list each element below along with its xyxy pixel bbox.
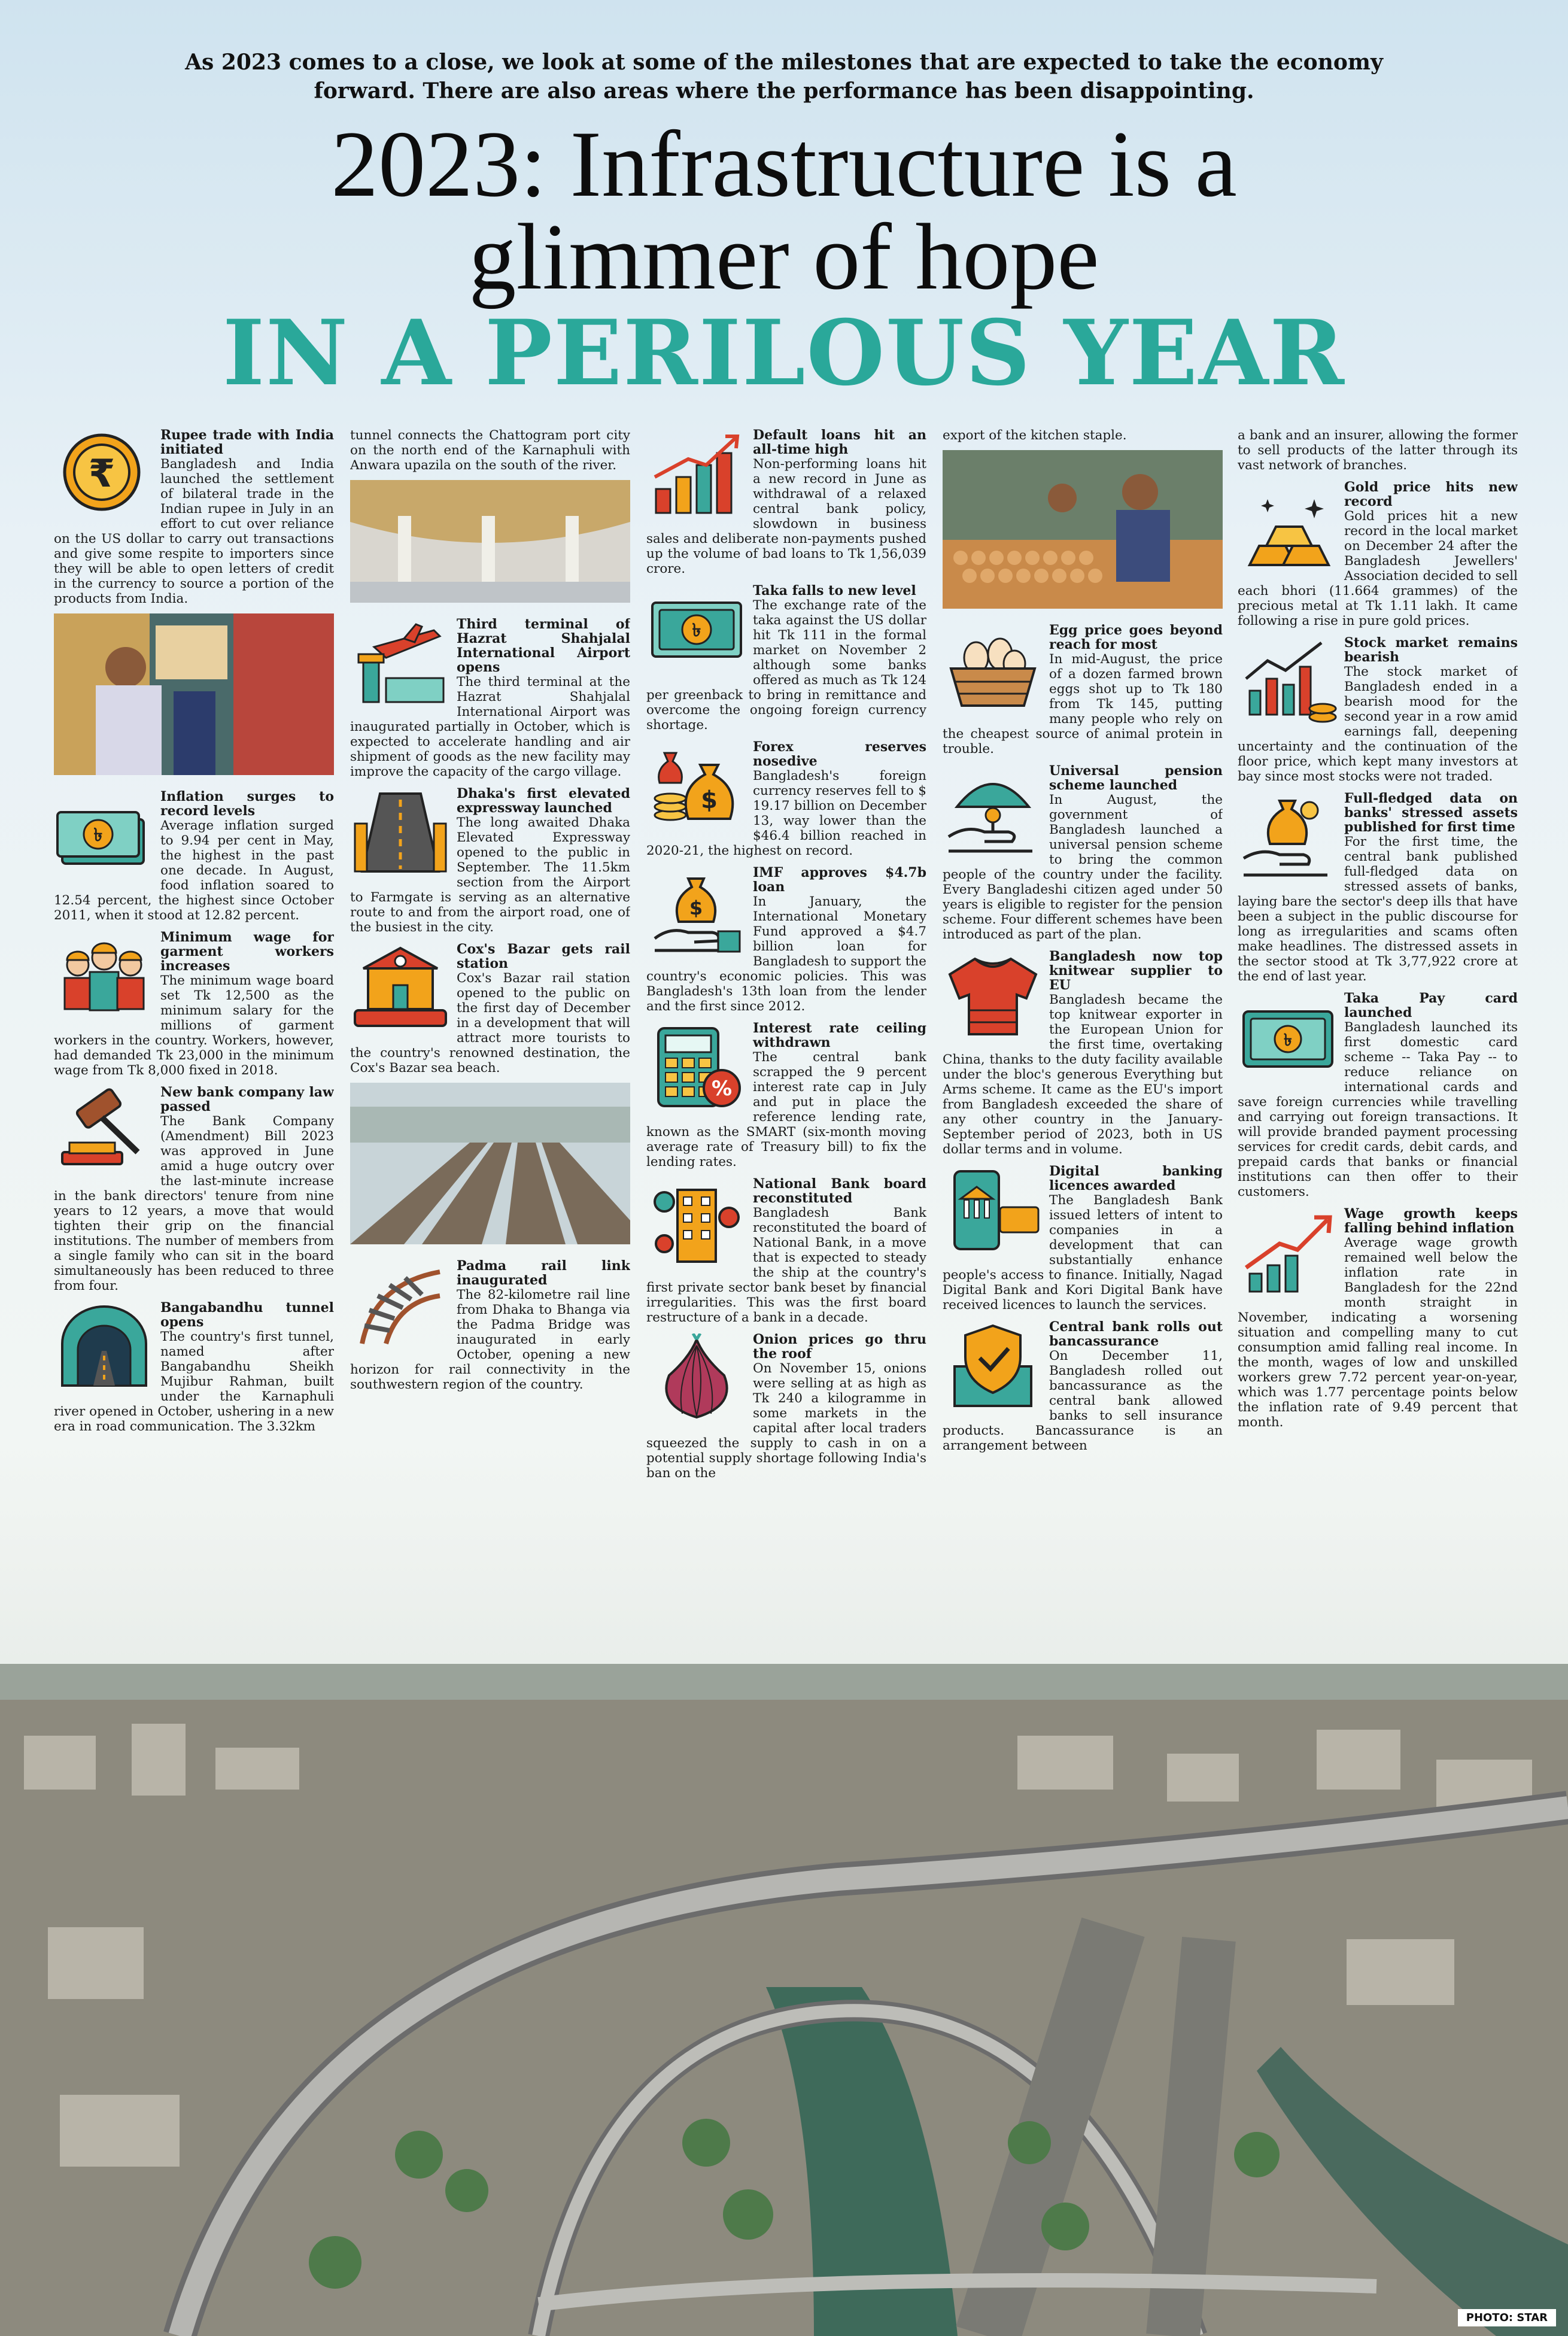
headline-accent: IN A PERILOUS YEAR	[223, 300, 1345, 406]
article-knitwear	[943, 949, 1223, 1157]
mobile-bank-icon	[943, 1165, 1043, 1255]
airport-terminal-photo	[350, 480, 630, 603]
article-bank-company-law	[54, 1085, 334, 1293]
money-bags-icon	[646, 741, 747, 831]
article-headline: New bank company law passed	[160, 1085, 334, 1114]
gold-bars-icon	[1238, 481, 1338, 571]
svg-text:$: $	[701, 786, 718, 814]
article-body: Bangladesh became the top knitwear exporter in the European Union for the first time, overtaking China, thanks to the duty facility available under the bloc's generous Everything but Arms scheme. It came as the EU's import from Bangladesh exceeded the share of any other country in the January-September period of 2023, both in US dollar terms and in volume.	[943, 992, 1223, 1157]
article-body: Average wage growth remained well below the inflation rate in Bangladesh for the 22nd month straight in November, indicating a worsening situation and compelling many to cut consumption amid falling real income. In the month, wages of low and unskilled workers grew 7.72 percent year-on-year, which was 1.77 percentage points below the inflation rate of 9.49 percent that month.	[1238, 1235, 1518, 1430]
article-body: Cox's Bazar rail station opened to the public on the first day of December in a development that will attract more tourists to the country's renowned destination, the Cox's Bazar sea beach.	[350, 971, 630, 1076]
article-body: The central bank scrapped the 9 percent interest rate cap in July and put in place the reference lending rate, known as the SMART (six-month moving average rate of Treasury bill) to fix the lending rates.	[646, 1050, 926, 1169]
article-stock-market	[1238, 636, 1518, 784]
article-continuation: export of the kitchen staple.	[943, 428, 1127, 443]
article-body: The stock market of Bangladesh ended in a bearish mood for the second year in a row amid earnings fall, deepening uncertainty and the continuation of the floor price, which kept many investors at bay since most stocks were not traded.	[1238, 664, 1518, 784]
article-headline: Full-fledged data on banks' stressed assets published for first time	[1344, 791, 1518, 835]
article-digital-banking	[943, 1164, 1223, 1313]
article-expressway	[350, 786, 630, 935]
rail-station-photo	[350, 1083, 630, 1244]
article-headline: Taka falls to new level	[753, 583, 916, 599]
article-body: On November 15, onions were selling at as high as Tk 240 a kilogramme in some markets in the capital after local traders squeezed the supply to cash in on a potential supply shortage following India's ban on the	[646, 1361, 926, 1481]
article-headline: Universal pension scheme launched	[1049, 763, 1223, 793]
calculator-percent-icon	[646, 1022, 747, 1112]
svg-text:₹: ₹	[88, 452, 116, 496]
article-body: Bangladesh and India launched the settlement of bilateral trade in the Indian rupee in July in an effort to cut over reliance on the US dollar to carry out transactions and give some respite to importers since they will be able to open letters of credit in the currency to source a portion of the products from India.	[54, 457, 334, 606]
article-headline: Stock market remains bearish	[1344, 635, 1518, 665]
article-headline: Onion prices go thru the roof	[753, 1332, 926, 1362]
article-body: Average inflation surged to 9.94 per cent in May, the highest in the past one decade. In August, food inflation soared to 12.54 percent, the highest since October 2011, when it stood at 12.82 percent.	[54, 818, 334, 923]
article-body: Bangladesh Bank reconstituted the board of National Bank, in a move that is expected to steady the ship at the country's first private sector bank beset by financial irregularities. This was the first board restructure of a bank in a decade.	[646, 1205, 926, 1325]
article-bancassurance	[943, 1320, 1223, 1453]
hand-moneybag-icon	[1238, 792, 1338, 882]
article-stressed-assets	[1238, 791, 1518, 984]
egg-market-photo	[943, 450, 1223, 609]
taka-card-icon	[1238, 992, 1338, 1082]
article-headline: Interest rate ceiling withdrawn	[753, 1020, 926, 1050]
article-egg-price	[943, 623, 1223, 757]
article-body: The Bangladesh Bank issued letters of intent to companies in a development that can substantially enhance people's access to finance. Initially, Nagad Digital Bank and Kori Digital Bank have received licences to launch the services.	[943, 1193, 1223, 1313]
column-5	[1238, 428, 1518, 1517]
article-body: In January, the International Monetary Fund approved a $4.7 billion loan for Bangladesh to support the country's economic policies. This was Bangladesh's 13th loan from the lender and the first since 2012.	[646, 894, 926, 1014]
rupee-coin-icon	[54, 429, 154, 519]
article-wage-growth	[1238, 1207, 1518, 1430]
article-headline: Egg price goes beyond reach for most	[1049, 622, 1223, 652]
article-tunnel	[54, 1301, 334, 1434]
article-headline: Dhaka's first elevated expressway launched	[457, 786, 630, 816]
article-body: Bangladesh launched its first domestic card scheme -- Taka Pay -- to reduce reliance on international cards and save foreign currencies while travelling and carrying out foreign transactions. It will provide branded payment processing services for credit cards, debit cards, and prepaid cards that banks or financial institutions can then offer to their customers.	[1238, 1020, 1518, 1199]
headline-line-2: glimmer of hope	[469, 205, 1099, 309]
article-headline: Minimum wage for garment workers increases	[160, 929, 334, 974]
svg-text:$: $	[689, 897, 703, 919]
egg-basket-icon	[943, 624, 1043, 714]
article-headline: National Bank board reconstituted	[753, 1176, 926, 1206]
article-body: Non-performing loans hit a new record in June as withdrawal of a relaxed central bank policy, slowdown in business sales and deliberate non-payments pushed up the volume of bad loans to Tk 1,56,039 crore.	[646, 457, 926, 576]
article-national-bank	[646, 1177, 926, 1325]
article-interest-rate	[646, 1021, 926, 1169]
article-forex	[646, 740, 926, 858]
article-body: The Bank Company (Amendment) Bill 2023 was approved in June amid a huge outcry over the last-minute increase in the bank directors' tenure from nine years to 12 years, a move that would tighten their grip on the financial institutions. The number of members from a single family who can sit in the board simultaneously has been reduced to three from four.	[54, 1114, 334, 1293]
article-inflation	[54, 789, 334, 923]
rising-chart-icon	[646, 429, 747, 519]
column-4	[943, 428, 1223, 1517]
sweater-icon	[943, 950, 1043, 1040]
article-continuation: a bank and an insurer, allowing the former to sell products of the latter through its vast network of branches.	[1238, 428, 1518, 473]
svg-text:৳: ৳	[1284, 1030, 1292, 1050]
article-headline: Third terminal of Hazrat Shahjalal International Airport opens	[457, 616, 630, 675]
taka-note-icon	[646, 585, 747, 675]
article-body: On December 11, Bangladesh rolled out bancassurance as the central bank allowed banks to sell insurance products. Bancassurance is an arrangement between	[943, 1348, 1223, 1453]
column-3	[646, 428, 926, 1517]
deck-intro: As 2023 comes to a close, we look at some of the milestones that are expected to take the economy forward. There are also areas where the performance has been disappointing.	[185, 50, 1383, 104]
photo-credit: PHOTO: STAR	[1458, 2309, 1556, 2326]
shop-photo	[54, 613, 334, 775]
article-default-loans	[646, 428, 926, 576]
headline-line-1: 2023: Infrastructure is a	[331, 112, 1237, 217]
article-headline: Gold price hits new record	[1344, 479, 1518, 509]
article-imf	[646, 865, 926, 1014]
article-headline: Central bank rolls out bancassurance	[1049, 1319, 1223, 1349]
garment-workers-icon	[54, 931, 154, 1021]
article-taka-falls	[646, 584, 926, 733]
article-taka-pay	[1238, 991, 1518, 1199]
column-1	[54, 428, 334, 1517]
article-headline: Taka Pay card launched	[1344, 991, 1518, 1020]
article-padma-rail	[350, 1259, 630, 1392]
article-onion	[646, 1332, 926, 1481]
article-airport	[350, 617, 630, 779]
article-body: Gold prices hit a new record in the local market on December 24 after the Bangladesh Jewellers' Association decided to sell each bhori (11.664 grammes) of the precious metal at Tk 1.11 lakh. It came following a rise in pure gold prices.	[1238, 509, 1518, 628]
article-gold-price	[1238, 480, 1518, 628]
svg-text:৳: ৳	[692, 620, 701, 641]
article-body: The country's first tunnel, named after Bangabandhu Sheikh Mujibur Rahman, built under the Karnaphuli river opened in October, ushering in a new era in road communication. The 3.32km	[54, 1329, 334, 1434]
article-body: The minimum wage board set Tk 12,500 as the minimum salary for the millions of garment workers in the country. Workers, however, had demanded Tk 23,000 in the minimum wage from Tk 8,000 fixed in 2018.	[54, 973, 334, 1078]
article-rupee-trade	[54, 428, 334, 606]
onion-icon	[646, 1333, 747, 1423]
article-headline: Forex reserves nosedive	[753, 739, 926, 769]
growth-arrow-icon	[1238, 1208, 1338, 1298]
article-body: In August, the government of Bangladesh launched a universal pension scheme to bring the common people of the country under the facility. Every Bangladeshi citizen aged under 50 years is eligible to register for the pension scheme. Four different schemes have been introduced as part of the plan.	[943, 792, 1223, 942]
tunnel-road-icon	[54, 1302, 154, 1392]
article-headline: Inflation surges to record levels	[160, 789, 334, 819]
stock-chart-icon	[1238, 637, 1338, 727]
dhaka-flyover-photo	[0, 1556, 1568, 2336]
article-minimum-wage	[54, 930, 334, 1078]
rail-track-icon	[350, 1260, 451, 1350]
column-2	[350, 428, 630, 1517]
article-coxs-bazar-rail	[350, 942, 630, 1076]
article-body: Bangladesh's foreign currency reserves fell to $ 19.17 billion on December 13, way lower than the $46.4 billion reached in 2020-21, the highest on record.	[646, 768, 926, 858]
article-headline: Padma rail link inaugurated	[457, 1258, 630, 1288]
article-headline: IMF approves $4.7b loan	[753, 865, 926, 895]
article-pension	[943, 764, 1223, 942]
airport-plane-icon	[350, 618, 451, 708]
article-headline: Digital banking licences awarded	[1049, 1164, 1223, 1193]
article-headline: Bangabandhu tunnel opens	[160, 1300, 334, 1330]
article-body: The long awaited Dhaka Elevated Expressway opened to the public in September. The 11.5km section from the Airport to Farmgate is serving as an alternative route to and from the airport road, one of the busiest in the city.	[350, 815, 630, 935]
article-headline: Cox's Bazar gets rail station	[457, 941, 630, 971]
shield-check-icon	[943, 1321, 1043, 1411]
article-headline: Default loans hit an all-time high	[753, 428, 926, 457]
article-headline: Rupee trade with India initiated	[160, 428, 334, 457]
svg-text:%: %	[711, 1077, 733, 1101]
article-body: For the first time, the central bank published full-fledged data on stressed assets of banks, laying bare the sector's deep ills that have been a subject in the public discourse for long as irregularities and scams often make headlines. The distressed assets in the sector stood at Tk 3,77,922 crore at the end of last year.	[1238, 834, 1518, 984]
building-gears-icon	[646, 1178, 747, 1268]
gavel-icon	[54, 1086, 154, 1176]
article-body: The 82-kilometre rail line from Dhaka to Bhanga via the Padma Bridge was inaugurated in early October, opening a new horizon for rail connectivity in the southwestern region of the country.	[350, 1287, 630, 1392]
article-body: The exchange rate of the taka against the US dollar hit Tk 111 in the formal market on November 2 although some banks offered as much as Tk 124 per greenback to bring in remittance and overcome the ongoing foreign currency shortage.	[646, 598, 926, 733]
svg-text:৳: ৳	[93, 825, 103, 846]
article-continuation: tunnel connects the Chattogram port city on the north end of the Karnaphuli with Anwara upazila on the south of the river.	[350, 428, 630, 473]
article-headline: Bangladesh now top knitwear supplier to EU	[1049, 949, 1223, 993]
rail-station-icon	[350, 943, 451, 1033]
taka-banknotes-icon	[54, 791, 154, 880]
umbrella-hand-icon	[943, 765, 1043, 855]
article-body: The third terminal at the Hazrat Shahjalal International Airport was inaugurated partially in October, which is expected to accelerate handling and air shipment of goods as the new facility may improve the capacity of the cargo village.	[350, 675, 630, 779]
hand-money-icon	[646, 867, 747, 956]
article-body: In mid-August, the price of a dozen farmed brown eggs shot up to Tk 180 from Tk 145, putting many people who rely on the cheapest source of animal protein in trouble.	[943, 652, 1223, 757]
article-headline: Wage growth keeps falling behind inflation	[1344, 1206, 1518, 1236]
expressway-icon	[350, 788, 451, 877]
